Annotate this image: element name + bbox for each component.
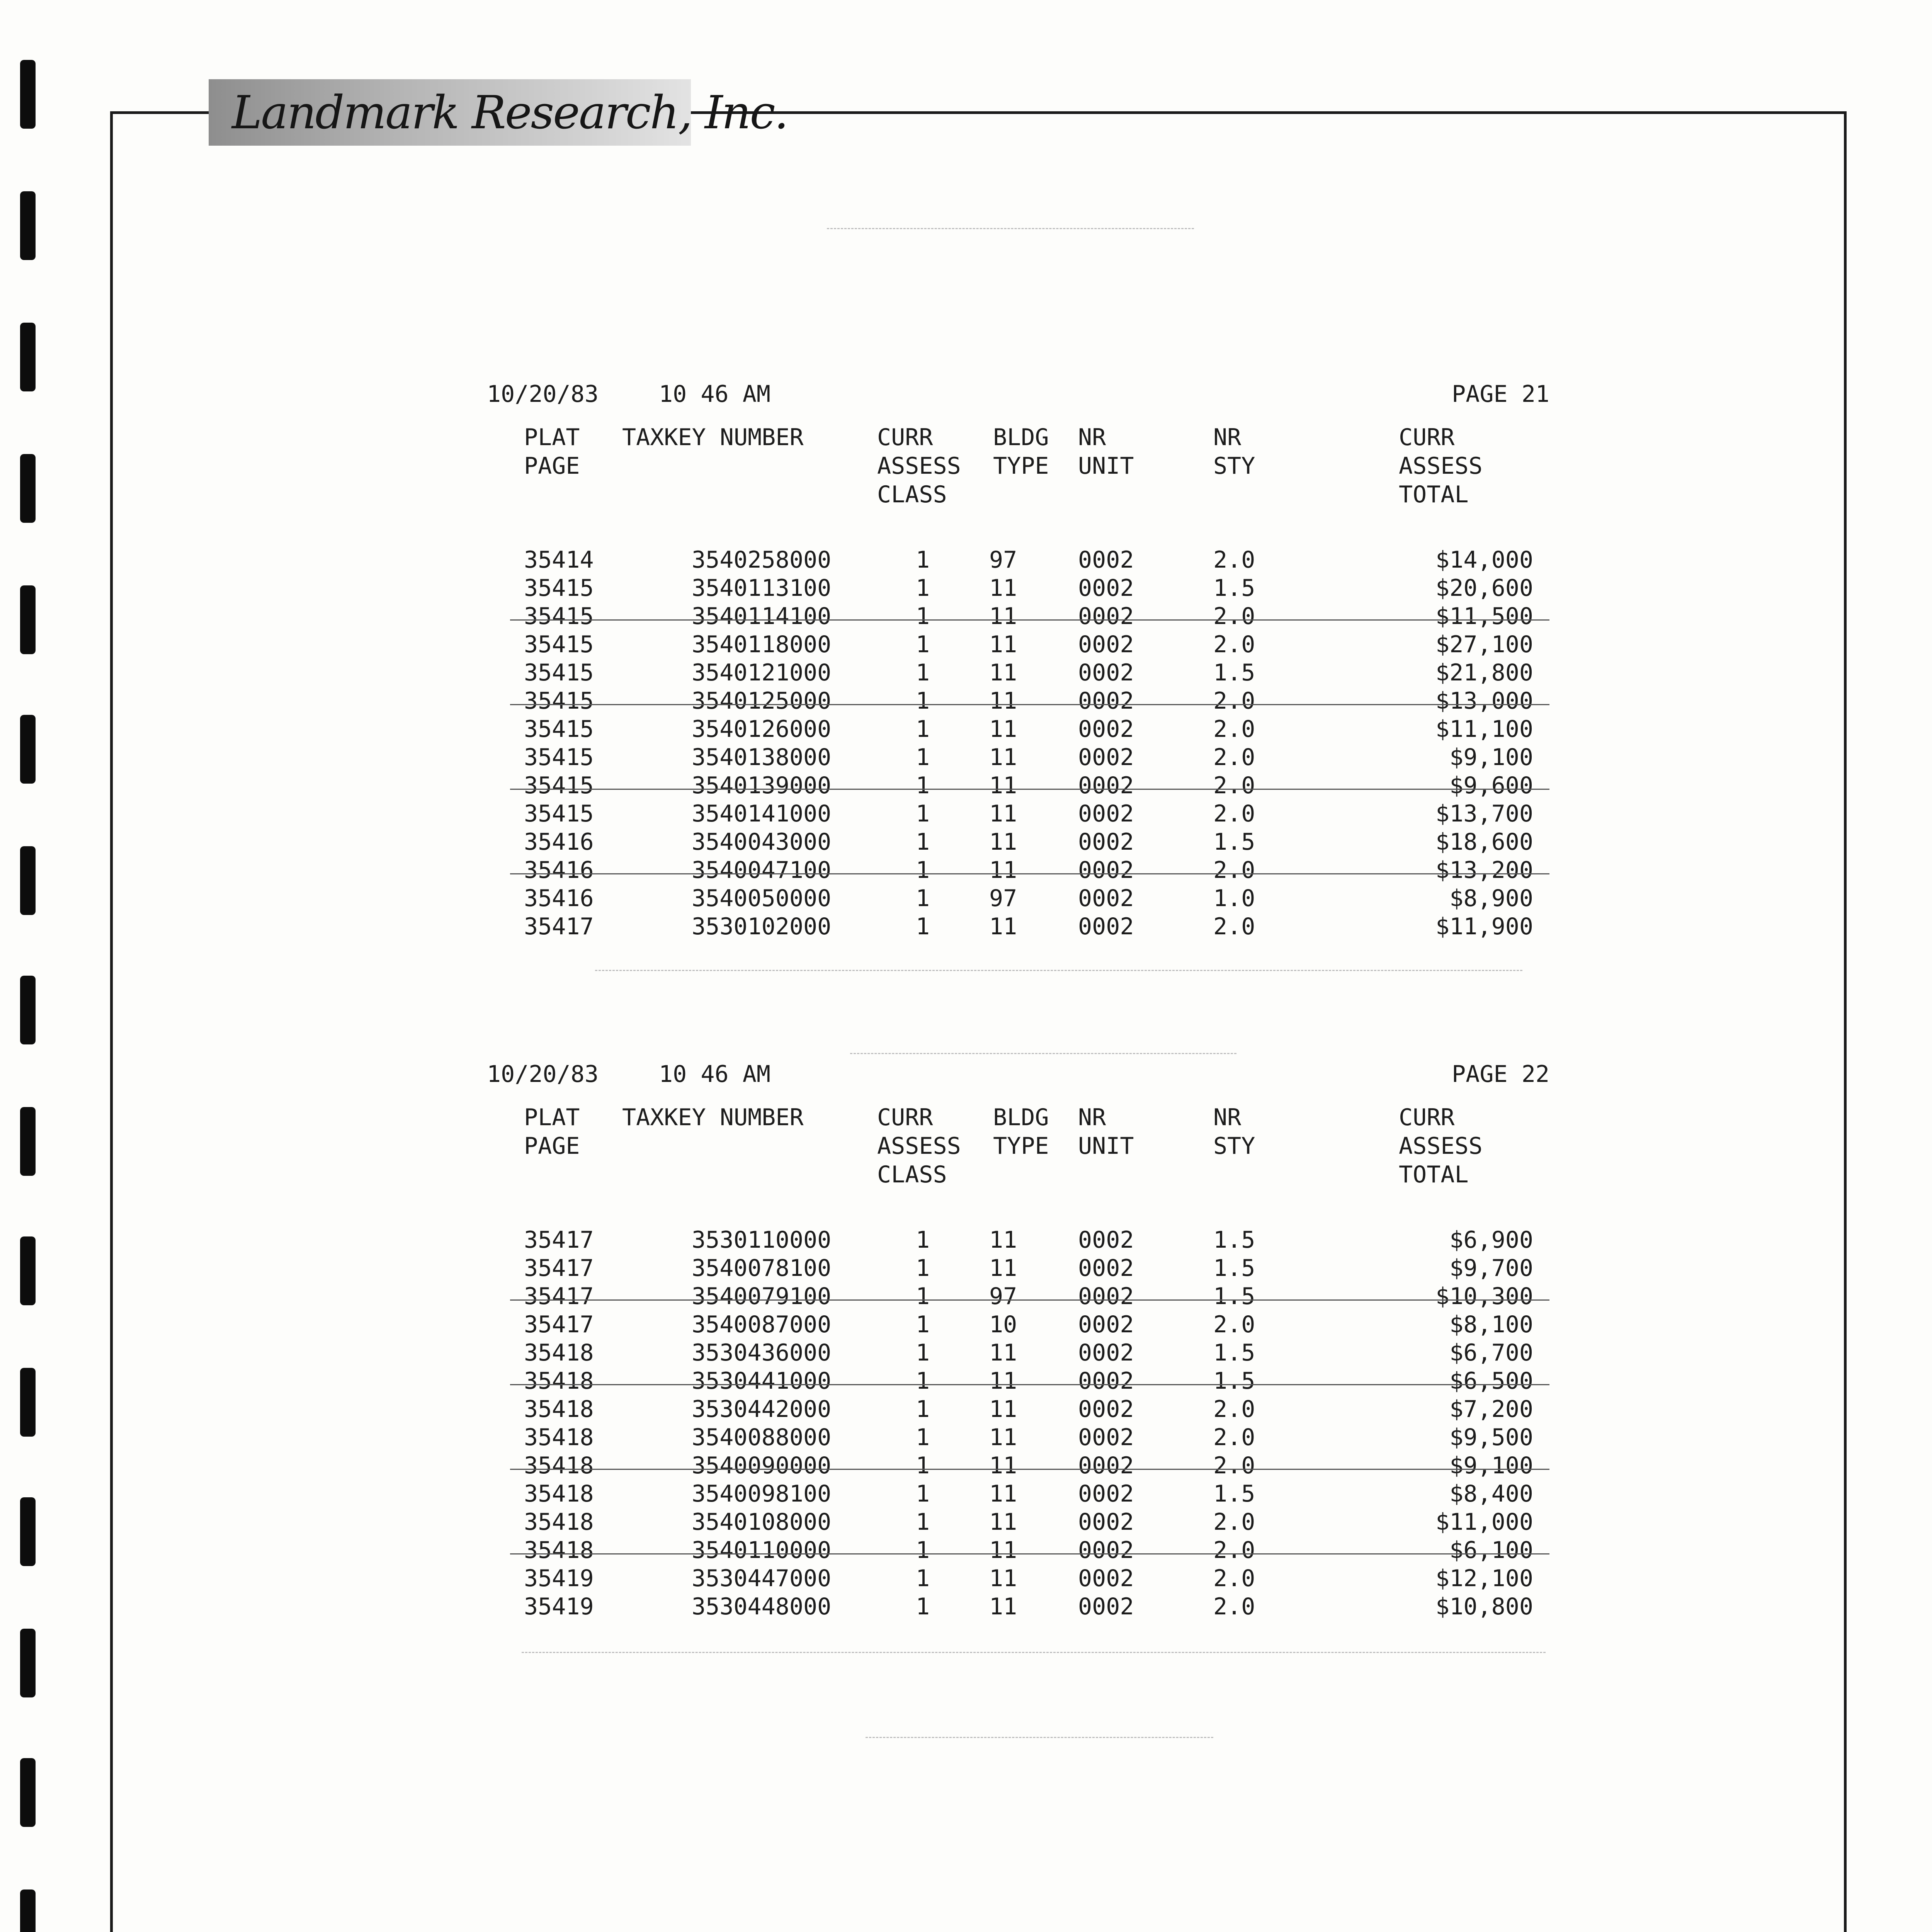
faint-rule xyxy=(522,1652,1546,1653)
cell-plat-page: 35416 xyxy=(524,857,594,884)
table-row xyxy=(487,631,1549,659)
cell-nr-unit: 0002 xyxy=(1078,1367,1134,1395)
cell-nr-unit: 0002 xyxy=(1078,1396,1134,1423)
table-row xyxy=(487,828,1549,856)
cell-taxkey-number: 3540125000 xyxy=(692,687,832,714)
cell-assess-total: $11,500 xyxy=(1435,603,1533,630)
cell-taxkey-number: 3530436000 xyxy=(692,1339,832,1366)
col-curr-assess-class: CURR ASSESS CLASS xyxy=(877,424,961,508)
cell-nr-sty: 2.0 xyxy=(1213,546,1255,573)
cell-assess-class: 1 xyxy=(916,631,930,658)
cell-nr-sty: 2.0 xyxy=(1213,631,1255,658)
table-row xyxy=(487,1282,1549,1311)
cell-assess-total: $10,800 xyxy=(1435,1593,1533,1620)
cell-nr-sty: 1.5 xyxy=(1213,1283,1255,1310)
binder-hole xyxy=(20,715,36,784)
cell-taxkey-number: 3540047100 xyxy=(692,857,832,884)
binder-hole xyxy=(20,1107,36,1176)
binder-hole xyxy=(20,1629,36,1697)
table-row xyxy=(487,602,1549,631)
binder-hole xyxy=(20,1758,36,1827)
cell-nr-unit: 0002 xyxy=(1078,1424,1134,1451)
cell-plat-page: 35417 xyxy=(524,1226,594,1253)
report-rows xyxy=(487,546,1549,941)
cell-nr-sty: 2.0 xyxy=(1213,1452,1255,1479)
col-bldg-type: BLDG TYPE xyxy=(993,424,1049,480)
cell-bldg-type: 97 xyxy=(989,546,1017,573)
table-row xyxy=(487,715,1549,743)
cell-plat-page: 35415 xyxy=(524,659,594,686)
cell-bldg-type: 11 xyxy=(989,1424,1017,1451)
cell-taxkey-number: 3540087000 xyxy=(692,1311,832,1338)
cell-taxkey-number: 3530441000 xyxy=(692,1367,832,1395)
cell-assess-class: 1 xyxy=(916,1480,930,1507)
col-curr-assess-total: CURR ASSESS TOTAL xyxy=(1399,424,1483,508)
report-rows xyxy=(487,1226,1549,1621)
col-curr-assess-class: CURR ASSESS CLASS xyxy=(877,1104,961,1188)
cell-nr-sty: 1.5 xyxy=(1213,1367,1255,1395)
binder-hole xyxy=(20,1497,36,1566)
cell-nr-unit: 0002 xyxy=(1078,1537,1134,1564)
report-page-label: PAGE 22 xyxy=(1452,1061,1549,1088)
cell-plat-page: 35418 xyxy=(524,1339,594,1366)
cell-plat-page: 35418 xyxy=(524,1509,594,1536)
cell-nr-sty: 1.5 xyxy=(1213,1255,1255,1282)
table-row xyxy=(487,687,1549,715)
cell-assess-total: $9,700 xyxy=(1449,1255,1533,1282)
cell-nr-unit: 0002 xyxy=(1078,744,1134,771)
cell-assess-class: 1 xyxy=(916,857,930,884)
table-row xyxy=(487,772,1549,800)
cell-taxkey-number: 3530447000 xyxy=(692,1565,832,1592)
cell-nr-unit: 0002 xyxy=(1078,716,1134,743)
table-row xyxy=(487,1536,1549,1565)
cell-plat-page: 35418 xyxy=(524,1537,594,1564)
cell-assess-total: $18,600 xyxy=(1435,828,1533,855)
cell-plat-page: 35414 xyxy=(524,546,594,573)
table-row xyxy=(487,1480,1549,1508)
cell-nr-sty: 1.5 xyxy=(1213,1339,1255,1366)
table-row xyxy=(487,1593,1549,1621)
cell-taxkey-number: 3540126000 xyxy=(692,716,832,743)
cell-nr-sty: 2.0 xyxy=(1213,1565,1255,1592)
cell-assess-total: $11,100 xyxy=(1435,716,1533,743)
cell-plat-page: 35417 xyxy=(524,1311,594,1338)
cell-assess-class: 1 xyxy=(916,546,930,573)
cell-nr-unit: 0002 xyxy=(1078,885,1134,912)
cell-bldg-type: 97 xyxy=(989,885,1017,912)
cell-bldg-type: 11 xyxy=(989,1537,1017,1564)
col-taxkey-number: TAXKEY NUMBER xyxy=(622,1104,804,1131)
cell-nr-sty: 1.5 xyxy=(1213,1480,1255,1507)
binder-hole xyxy=(20,1368,36,1437)
cell-plat-page: 35417 xyxy=(524,1255,594,1282)
cell-taxkey-number: 3540050000 xyxy=(692,885,832,912)
cell-assess-total: $27,100 xyxy=(1435,631,1533,658)
cell-bldg-type: 11 xyxy=(989,687,1017,714)
cell-bldg-type: 11 xyxy=(989,1565,1017,1592)
cell-assess-class: 1 xyxy=(916,1424,930,1451)
binder-hole xyxy=(20,585,36,654)
cell-assess-total: $13,200 xyxy=(1435,857,1533,884)
cell-nr-unit: 0002 xyxy=(1078,857,1134,884)
report-header xyxy=(487,381,1549,423)
table-row xyxy=(487,1254,1549,1282)
faint-rule xyxy=(866,1737,1213,1738)
cell-nr-sty: 2.0 xyxy=(1213,1396,1255,1423)
cell-nr-sty: 2.0 xyxy=(1213,913,1255,940)
cell-bldg-type: 11 xyxy=(989,575,1017,602)
binder-hole xyxy=(20,976,36,1044)
cell-nr-sty: 2.0 xyxy=(1213,1311,1255,1338)
cell-bldg-type: 11 xyxy=(989,1339,1017,1366)
faint-rule xyxy=(850,1053,1236,1054)
cell-nr-sty: 2.0 xyxy=(1213,800,1255,827)
binder-hole xyxy=(20,454,36,523)
cell-nr-unit: 0002 xyxy=(1078,828,1134,855)
cell-plat-page: 35417 xyxy=(524,913,594,940)
cell-assess-total: $11,900 xyxy=(1435,913,1533,940)
cell-assess-total: $7,200 xyxy=(1449,1396,1533,1423)
cell-nr-unit: 0002 xyxy=(1078,800,1134,827)
cell-nr-sty: 1.5 xyxy=(1213,659,1255,686)
cell-assess-total: $13,700 xyxy=(1435,800,1533,827)
cell-nr-sty: 2.0 xyxy=(1213,1424,1255,1451)
table-row xyxy=(487,1565,1549,1593)
faint-rule xyxy=(827,228,1194,229)
cell-taxkey-number: 3540114100 xyxy=(692,603,832,630)
cell-nr-sty: 2.0 xyxy=(1213,687,1255,714)
cell-plat-page: 35416 xyxy=(524,885,594,912)
col-plat-page: PLAT PAGE xyxy=(524,424,580,480)
cell-assess-total: $6,100 xyxy=(1449,1537,1533,1564)
cell-taxkey-number: 3540090000 xyxy=(692,1452,832,1479)
cell-plat-page: 35415 xyxy=(524,716,594,743)
report-page-22 xyxy=(487,1061,1549,1621)
cell-assess-total: $9,500 xyxy=(1449,1424,1533,1451)
cell-plat-page: 35415 xyxy=(524,603,594,630)
cell-assess-class: 1 xyxy=(916,1452,930,1479)
cell-assess-class: 1 xyxy=(916,1339,930,1366)
binder-hole xyxy=(20,1236,36,1305)
table-row xyxy=(487,913,1549,941)
cell-nr-unit: 0002 xyxy=(1078,772,1134,799)
table-row xyxy=(487,574,1549,602)
cell-bldg-type: 11 xyxy=(989,1480,1017,1507)
cell-bldg-type: 11 xyxy=(989,603,1017,630)
cell-nr-unit: 0002 xyxy=(1078,1565,1134,1592)
logo-text: Landmark Research, Inc. xyxy=(232,86,788,139)
cell-assess-total: $10,300 xyxy=(1435,1283,1533,1310)
cell-nr-unit: 0002 xyxy=(1078,1226,1134,1253)
cell-taxkey-number: 3540110000 xyxy=(692,1537,832,1564)
cell-nr-unit: 0002 xyxy=(1078,575,1134,602)
cell-plat-page: 35415 xyxy=(524,631,594,658)
cell-bldg-type: 11 xyxy=(989,744,1017,771)
cell-taxkey-number: 3540079100 xyxy=(692,1283,832,1310)
col-bldg-type: BLDG TYPE xyxy=(993,1104,1049,1160)
table-row xyxy=(487,1452,1549,1480)
binder-hole xyxy=(20,191,36,260)
cell-taxkey-number: 3540118000 xyxy=(692,631,832,658)
cell-assess-class: 1 xyxy=(916,659,930,686)
cell-assess-class: 1 xyxy=(916,575,930,602)
cell-assess-class: 1 xyxy=(916,716,930,743)
cell-nr-unit: 0002 xyxy=(1078,913,1134,940)
cell-assess-class: 1 xyxy=(916,1311,930,1338)
cell-taxkey-number: 3540141000 xyxy=(692,800,832,827)
cell-assess-total: $13,000 xyxy=(1435,687,1533,714)
binder-hole xyxy=(20,323,36,391)
cell-taxkey-number: 3540108000 xyxy=(692,1509,832,1536)
table-row xyxy=(487,856,1549,884)
cell-nr-unit: 0002 xyxy=(1078,1480,1134,1507)
cell-taxkey-number: 3540121000 xyxy=(692,659,832,686)
cell-nr-sty: 2.0 xyxy=(1213,603,1255,630)
cell-bldg-type: 11 xyxy=(989,631,1017,658)
cell-assess-class: 1 xyxy=(916,603,930,630)
cell-taxkey-number: 3530110000 xyxy=(692,1226,832,1253)
cell-nr-unit: 0002 xyxy=(1078,659,1134,686)
cell-assess-class: 1 xyxy=(916,1593,930,1620)
cell-nr-sty: 2.0 xyxy=(1213,1509,1255,1536)
cell-assess-total: $6,700 xyxy=(1449,1339,1533,1366)
cell-plat-page: 35417 xyxy=(524,1283,594,1310)
cell-taxkey-number: 3530448000 xyxy=(692,1593,832,1620)
binder-hole xyxy=(20,1889,36,1932)
cell-assess-total: $9,100 xyxy=(1449,744,1533,771)
cell-taxkey-number: 3530102000 xyxy=(692,913,832,940)
table-row xyxy=(487,884,1549,913)
table-row xyxy=(487,743,1549,772)
cell-bldg-type: 11 xyxy=(989,800,1017,827)
cell-taxkey-number: 3540113100 xyxy=(692,575,832,602)
cell-plat-page: 35415 xyxy=(524,800,594,827)
cell-bldg-type: 11 xyxy=(989,1255,1017,1282)
cell-taxkey-number: 3530442000 xyxy=(692,1396,832,1423)
cell-nr-unit: 0002 xyxy=(1078,1311,1134,1338)
cell-assess-class: 1 xyxy=(916,828,930,855)
cell-assess-class: 1 xyxy=(916,913,930,940)
report-page-21 xyxy=(487,381,1549,941)
cell-assess-total: $12,100 xyxy=(1435,1565,1533,1592)
report-date: 10/20/83 xyxy=(487,381,599,408)
binder-hole xyxy=(20,846,36,915)
cell-assess-class: 1 xyxy=(916,1396,930,1423)
cell-bldg-type: 97 xyxy=(989,1283,1017,1310)
cell-plat-page: 35418 xyxy=(524,1367,594,1395)
cell-assess-total: $9,600 xyxy=(1449,772,1533,799)
col-nr-sty: NR STY xyxy=(1213,424,1255,480)
cell-nr-unit: 0002 xyxy=(1078,631,1134,658)
cell-bldg-type: 11 xyxy=(989,1367,1017,1395)
cell-assess-class: 1 xyxy=(916,1537,930,1564)
table-row xyxy=(487,1226,1549,1254)
cell-assess-total: $14,000 xyxy=(1435,546,1533,573)
cell-bldg-type: 11 xyxy=(989,1396,1017,1423)
col-nr-sty: NR STY xyxy=(1213,1104,1255,1160)
cell-nr-unit: 0002 xyxy=(1078,1339,1134,1366)
table-row xyxy=(487,1423,1549,1452)
col-plat-page: PLAT PAGE xyxy=(524,1104,580,1160)
company-logo xyxy=(209,79,788,146)
cell-assess-total: $9,100 xyxy=(1449,1452,1533,1479)
cell-plat-page: 35418 xyxy=(524,1480,594,1507)
table-row xyxy=(487,1508,1549,1536)
cell-taxkey-number: 3540078100 xyxy=(692,1255,832,1282)
cell-bldg-type: 11 xyxy=(989,772,1017,799)
cell-bldg-type: 11 xyxy=(989,1452,1017,1479)
table-row xyxy=(487,546,1549,574)
cell-assess-class: 1 xyxy=(916,1226,930,1253)
cell-plat-page: 35419 xyxy=(524,1593,594,1620)
cell-assess-class: 1 xyxy=(916,772,930,799)
cell-assess-class: 1 xyxy=(916,687,930,714)
cell-bldg-type: 10 xyxy=(989,1311,1017,1338)
cell-nr-unit: 0002 xyxy=(1078,1452,1134,1479)
col-nr-unit: NR UNIT xyxy=(1078,424,1134,480)
table-row xyxy=(487,659,1549,687)
cell-plat-page: 35418 xyxy=(524,1396,594,1423)
cell-assess-total: $8,400 xyxy=(1449,1480,1533,1507)
report-page-label: PAGE 21 xyxy=(1452,381,1549,408)
cell-nr-sty: 2.0 xyxy=(1213,772,1255,799)
cell-plat-page: 35416 xyxy=(524,828,594,855)
cell-assess-total: $8,900 xyxy=(1449,885,1533,912)
cell-taxkey-number: 3540138000 xyxy=(692,744,832,771)
faint-rule xyxy=(595,970,1522,971)
report-date: 10/20/83 xyxy=(487,1061,599,1088)
cell-taxkey-number: 3540139000 xyxy=(692,772,832,799)
table-row xyxy=(487,1367,1549,1395)
cell-assess-class: 1 xyxy=(916,744,930,771)
report-time: 10 46 AM xyxy=(659,381,770,408)
cell-assess-class: 1 xyxy=(916,1367,930,1395)
cell-bldg-type: 11 xyxy=(989,1509,1017,1536)
cell-bldg-type: 11 xyxy=(989,716,1017,743)
binder-hole xyxy=(20,60,36,129)
cell-plat-page: 35418 xyxy=(524,1424,594,1451)
cell-nr-sty: 1.5 xyxy=(1213,1226,1255,1253)
cell-nr-unit: 0002 xyxy=(1078,1255,1134,1282)
table-row xyxy=(487,1311,1549,1339)
cell-assess-total: $6,500 xyxy=(1449,1367,1533,1395)
table-row xyxy=(487,1339,1549,1367)
cell-plat-page: 35418 xyxy=(524,1452,594,1479)
cell-assess-class: 1 xyxy=(916,1509,930,1536)
cell-taxkey-number: 3540258000 xyxy=(692,546,832,573)
cell-plat-page: 35415 xyxy=(524,772,594,799)
cell-assess-class: 1 xyxy=(916,800,930,827)
cell-taxkey-number: 3540043000 xyxy=(692,828,832,855)
table-row xyxy=(487,1395,1549,1423)
column-headers xyxy=(487,423,1549,539)
cell-bldg-type: 11 xyxy=(989,659,1017,686)
cell-plat-page: 35415 xyxy=(524,744,594,771)
cell-bldg-type: 11 xyxy=(989,913,1017,940)
cell-assess-total: $11,000 xyxy=(1435,1509,1533,1536)
cell-assess-class: 1 xyxy=(916,885,930,912)
cell-nr-unit: 0002 xyxy=(1078,546,1134,573)
cell-assess-class: 1 xyxy=(916,1283,930,1310)
cell-plat-page: 35419 xyxy=(524,1565,594,1592)
cell-nr-sty: 2.0 xyxy=(1213,857,1255,884)
cell-plat-page: 35415 xyxy=(524,687,594,714)
binder-holes xyxy=(20,0,43,1932)
cell-taxkey-number: 3540088000 xyxy=(692,1424,832,1451)
cell-nr-sty: 1.0 xyxy=(1213,885,1255,912)
cell-assess-total: $8,100 xyxy=(1449,1311,1533,1338)
cell-nr-sty: 2.0 xyxy=(1213,1537,1255,1564)
cell-bldg-type: 11 xyxy=(989,1593,1017,1620)
col-curr-assess-total: CURR ASSESS TOTAL xyxy=(1399,1104,1483,1188)
cell-plat-page: 35415 xyxy=(524,575,594,602)
cell-assess-total: $21,800 xyxy=(1435,659,1533,686)
table-row xyxy=(487,800,1549,828)
cell-bldg-type: 11 xyxy=(989,857,1017,884)
cell-nr-unit: 0002 xyxy=(1078,1283,1134,1310)
cell-nr-unit: 0002 xyxy=(1078,1593,1134,1620)
report-time: 10 46 AM xyxy=(659,1061,770,1088)
cell-nr-sty: 2.0 xyxy=(1213,744,1255,771)
cell-nr-unit: 0002 xyxy=(1078,603,1134,630)
cell-nr-sty: 1.5 xyxy=(1213,828,1255,855)
cell-nr-sty: 1.5 xyxy=(1213,575,1255,602)
col-taxkey-number: TAXKEY NUMBER xyxy=(622,424,804,451)
cell-bldg-type: 11 xyxy=(989,828,1017,855)
cell-nr-unit: 0002 xyxy=(1078,1509,1134,1536)
col-nr-unit: NR UNIT xyxy=(1078,1104,1134,1160)
cell-nr-unit: 0002 xyxy=(1078,687,1134,714)
cell-assess-total: $20,600 xyxy=(1435,575,1533,602)
cell-assess-class: 1 xyxy=(916,1565,930,1592)
cell-taxkey-number: 3540098100 xyxy=(692,1480,832,1507)
cell-bldg-type: 11 xyxy=(989,1226,1017,1253)
report-header xyxy=(487,1061,1549,1103)
cell-nr-sty: 2.0 xyxy=(1213,716,1255,743)
cell-assess-class: 1 xyxy=(916,1255,930,1282)
cell-nr-sty: 2.0 xyxy=(1213,1593,1255,1620)
column-headers xyxy=(487,1103,1549,1219)
cell-assess-total: $6,900 xyxy=(1449,1226,1533,1253)
